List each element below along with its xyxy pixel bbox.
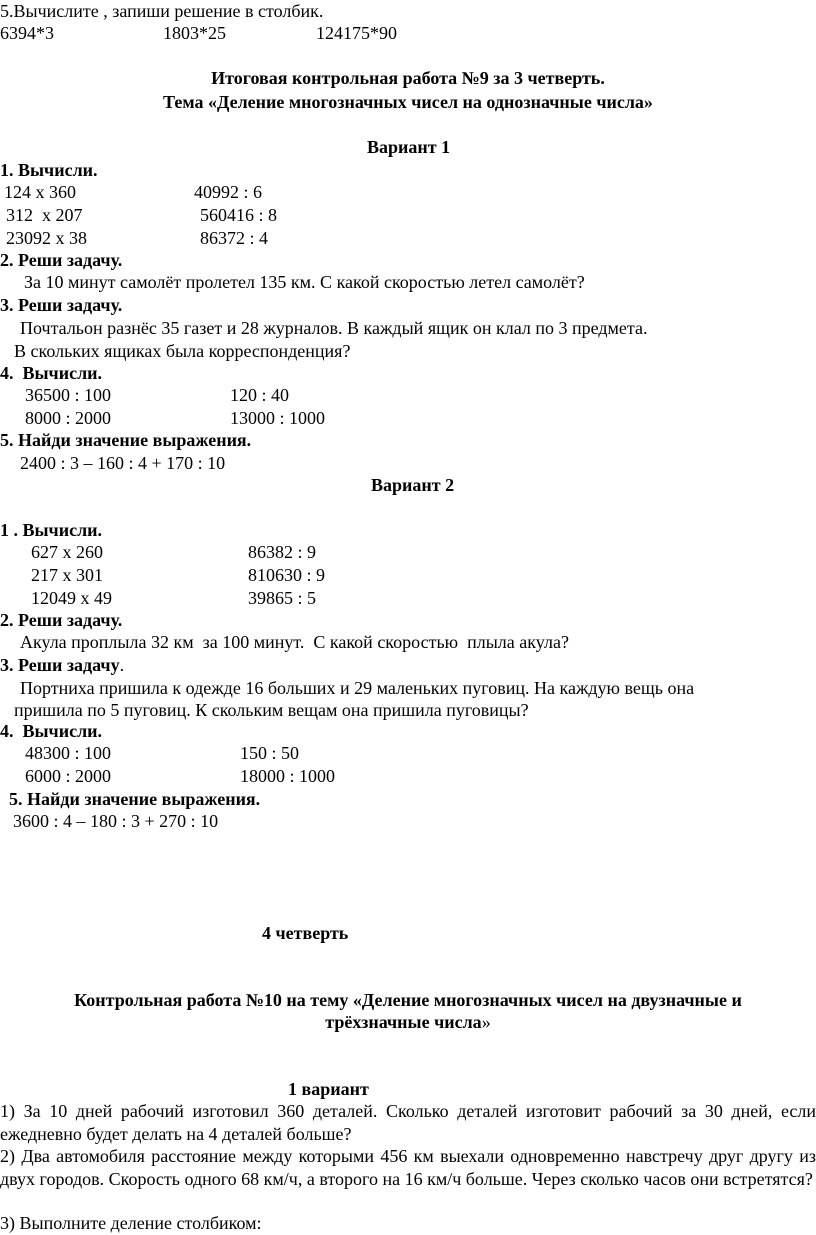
v1-task4-expr: 13000 : 1000 bbox=[230, 408, 326, 428]
v1-task1-expr: 560416 : 8 bbox=[200, 205, 278, 225]
v2-task3-label-line bbox=[0, 654, 124, 677]
v1-task4-expr: 8000 : 2000 bbox=[25, 408, 112, 428]
v1-task2-text: За 10 минут самолёт пролетел 135 км. С какой скоростью летел самолёт? bbox=[24, 272, 585, 292]
problem-2: 2) Два автомобиля расстояние между которыми 456 км выехали одновременно навстречу друг другу из двух городов. Скорость одного 68 км/ч, а второго на 16 км/ч больше. Через сколько часов они встретятся? bbox=[0, 1146, 816, 1189]
v2-task4-expr: 18000 : 1000 bbox=[240, 766, 336, 786]
v2-task5-expr: 3600 : 4 – 180 : 3 + 270 : 10 bbox=[13, 811, 219, 831]
v2-task3-label: 3. Реши задачу bbox=[0, 655, 120, 675]
intro-expr-1: 6394*3 bbox=[0, 23, 54, 43]
v1-task3-text: Почтальон разнёс 35 газет и 28 журналов. В каждый ящик он клал по 3 предмета. bbox=[20, 318, 648, 338]
problem-1: 1) За 10 дней рабочий изготовил 360 деталей. Сколько деталей изготовит рабочий за 30 дней, если ежедневно будет делать на 4 деталей больше? bbox=[0, 1101, 816, 1144]
v2-task1-expr: 12049 х 49 bbox=[31, 588, 112, 608]
test-10-title-bold: трёхзначные числа bbox=[325, 1012, 482, 1032]
variant-2-title: Вариант 2 bbox=[371, 475, 455, 495]
v2-task1-label: 1 . Вычисли. bbox=[0, 520, 103, 540]
v2-task3-text: пришила по 5 пуговиц. К скольким вещам она пришила пуговицы? bbox=[14, 700, 529, 720]
v1-task1-label: 1. Вычисли. bbox=[0, 160, 98, 180]
v2-task4-expr: 48300 : 100 bbox=[25, 743, 112, 763]
intro-expr-2: 1803*25 bbox=[163, 23, 226, 43]
v1-task3-text: В скольких ящиках была корреспонденция? bbox=[14, 341, 351, 361]
v2-task2-text: Акула проплыла 32 км за 100 минут. С какой скоростью плыла акула? bbox=[20, 632, 569, 652]
v1-task1-expr: 312 х 207 bbox=[6, 205, 83, 225]
v1-task5-expr: 2400 : 3 – 160 : 4 + 170 : 10 bbox=[20, 453, 226, 473]
variant-1-heading: 1 вариант bbox=[288, 1079, 369, 1099]
v2-task4-expr: 6000 : 2000 bbox=[25, 766, 112, 786]
v1-task5-label: 5. Найди значение выражения. bbox=[0, 430, 252, 450]
quarter-4-title: 4 четверть bbox=[262, 923, 349, 943]
v2-task5-label: 5. Найди значение выражения. bbox=[9, 789, 261, 809]
v1-task3-label: 3. Реши задачу. bbox=[0, 295, 123, 315]
v2-task1-expr: 627 х 260 bbox=[31, 542, 103, 562]
test-topic: Тема «Деление многозначных чисел на однозначные числа» bbox=[163, 92, 653, 112]
v1-task1-expr: 40992 : 6 bbox=[194, 182, 263, 202]
variant-1-title: Вариант 1 bbox=[367, 137, 451, 157]
intro-expr-3: 124175*90 bbox=[316, 23, 397, 43]
v2-task4-label: 4. Вычисли. bbox=[0, 721, 103, 741]
test-title: Итоговая контрольная работа №9 за 3 четверть. bbox=[211, 68, 605, 88]
test-10-title-cont bbox=[0, 1011, 816, 1034]
v1-task4-expr: 120 : 40 bbox=[230, 385, 290, 405]
v2-task1-expr: 39865 : 5 bbox=[248, 588, 317, 608]
test-10-title-quote: » bbox=[481, 1012, 491, 1032]
v1-task4-expr: 36500 : 100 bbox=[25, 385, 112, 405]
v1-task1-expr: 86372 : 4 bbox=[200, 228, 269, 248]
v2-task1-expr: 810630 : 9 bbox=[248, 565, 326, 585]
v2-task3-text: Портниха пришила к одежде 16 больших и 29 маленьких пуговиц. На каждую вещь она bbox=[20, 678, 695, 698]
test-10-title: Контрольная работа №10 на тему «Деление многозначных чисел на двузначные и bbox=[74, 990, 742, 1010]
v2-task2-label: 2. Реши задачу. bbox=[0, 610, 123, 630]
v2-task4-expr: 150 : 50 bbox=[240, 743, 300, 763]
v2-task1-expr: 86382 : 9 bbox=[248, 542, 317, 562]
v2-task1-expr: 217 х 301 bbox=[31, 565, 103, 585]
intro-task: 5.Вычислите , запиши решение в столбик. bbox=[0, 1, 324, 21]
v2-task3-label-dot: . bbox=[119, 655, 125, 675]
v1-task4-label: 4. Вычисли. bbox=[0, 363, 103, 383]
v1-task2-label: 2. Реши задачу. bbox=[0, 250, 123, 270]
v1-task1-expr: 124 х 360 bbox=[4, 182, 76, 202]
v1-task1-expr: 23092 х 38 bbox=[6, 228, 87, 248]
problem-3: 3) Выполните деление столбиком: bbox=[0, 1213, 262, 1233]
